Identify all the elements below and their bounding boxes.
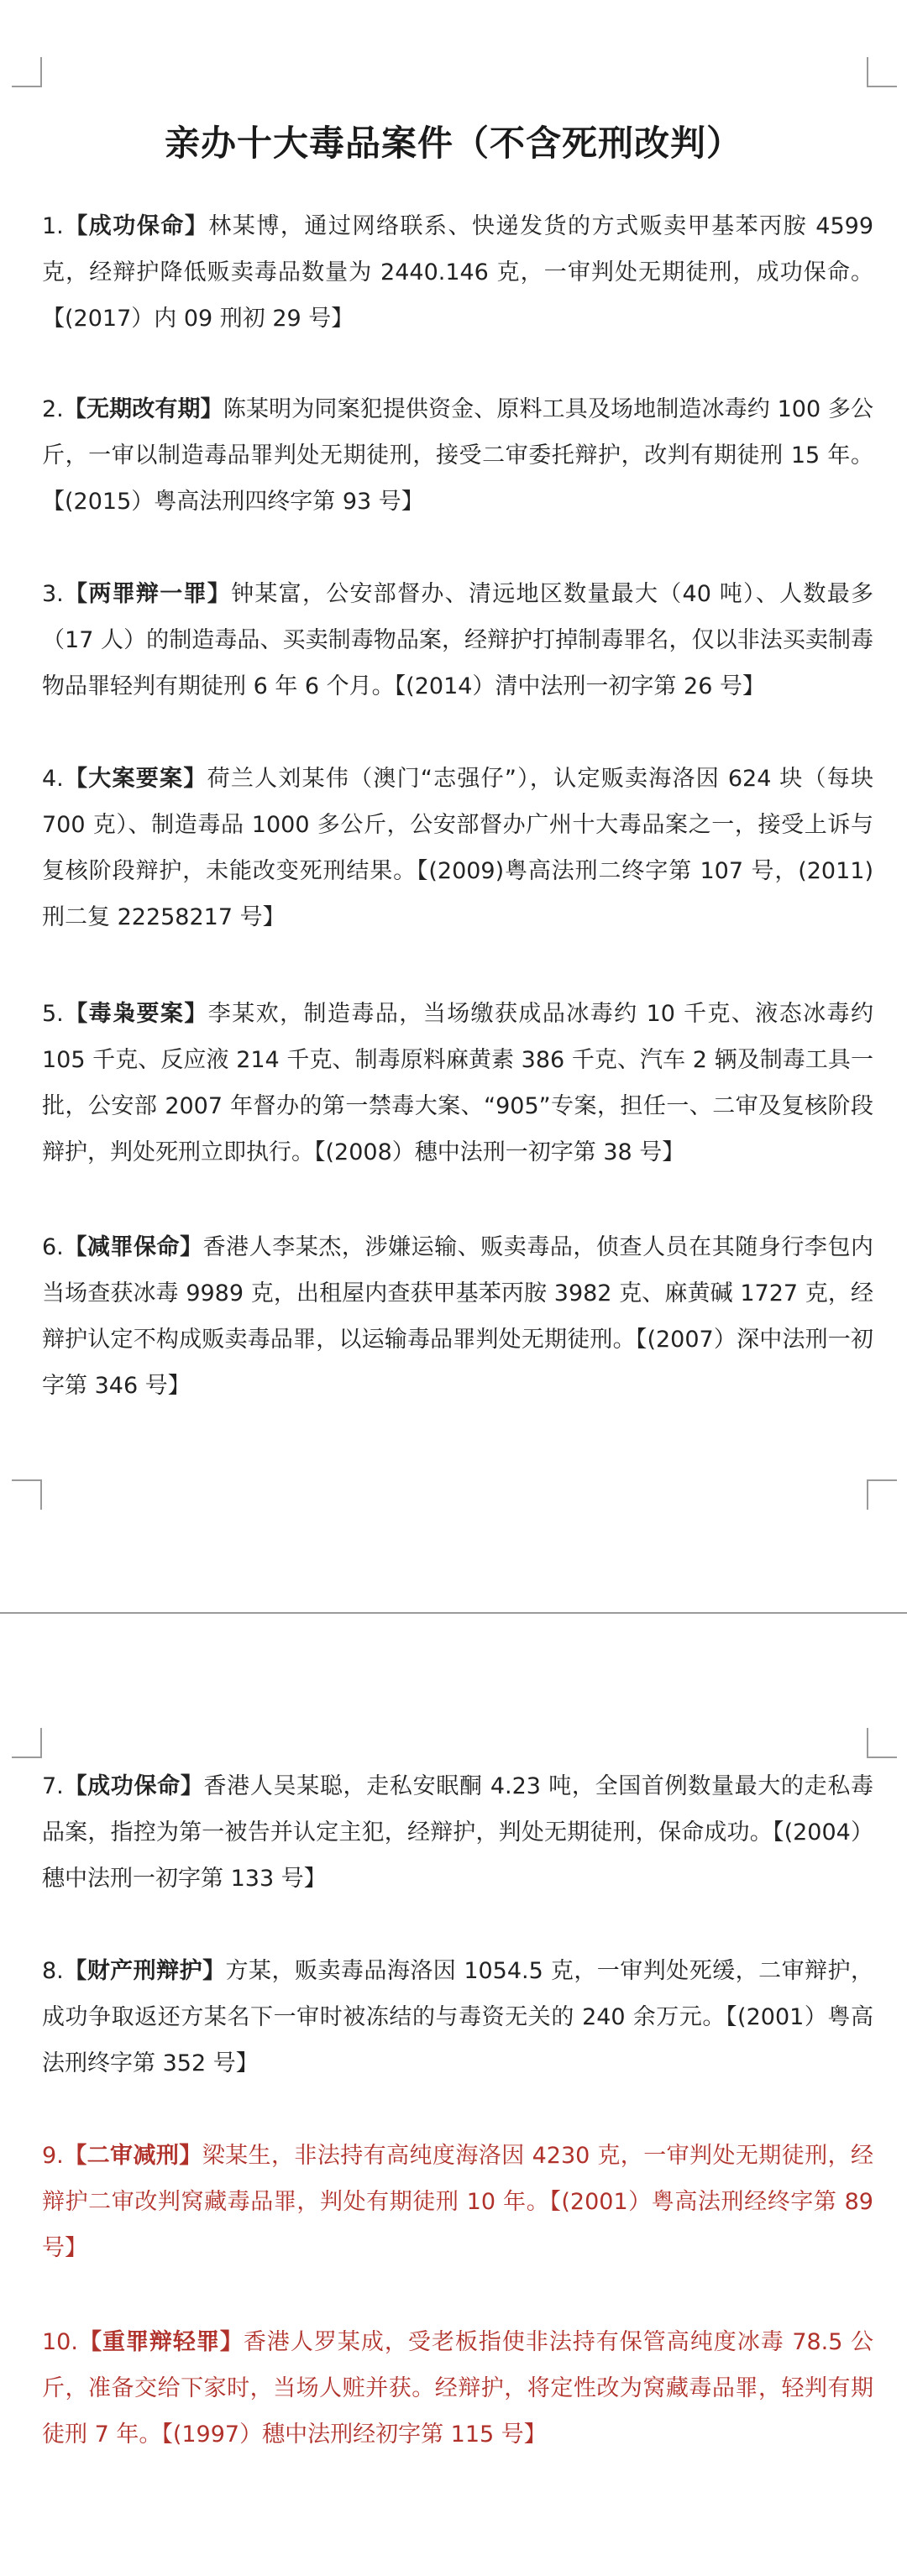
- case-tag: 【财产刑辩护】: [63, 1958, 226, 1984]
- page-corner-mark: [867, 57, 897, 87]
- document-title: 亲办十大毒品案件（不含死刑改判）: [164, 123, 742, 164]
- case-number: 7.: [42, 1773, 64, 1799]
- case-text: 香港人李某杰，涉嫌运输、贩卖毒品，侦查人员在其随身行李包内当场查获冰毒 9989 克，出租屋内查获甲基苯丙胺 3982 克、麻黄碱 1727 克，经辩护认定不构成贩卖毒品罪，以运输毒品罪判处无期徒刑。【(2007）深中法刑一初字第 346 号】: [42, 1234, 874, 1399]
- case-tag: 【成功保命】: [63, 213, 209, 239]
- case-number: 4.: [42, 766, 64, 792]
- case-item-2: [42, 386, 873, 525]
- case-item-3: [42, 571, 873, 709]
- case-item-9: [42, 2133, 873, 2271]
- case-text: 梁某生，非法持有高纯度海洛因 4230 克，一审判处无期徒刑，经辩护二审改判窝藏毒品罪，判处有期徒刑 10 年。【(2001）粤高法刑经终字第 89 号】: [42, 2143, 873, 2261]
- page-corner-mark: [12, 1728, 42, 1758]
- case-text: 李某欢，制造毒品，当场缴获成品冰毒约 10 千克、液态冰毒约 105 千克、反应液 214 千克、制毒原料麻黄素 386 千克、汽车 2 辆及制毒工具一批，公安部 2007 年督办的第一禁毒大案、“905”专案，担任一、二审及复核阶段辩护，判处死刑立即执行。【(2008）穗中法刑一初字第 38 号】: [42, 1001, 873, 1165]
- case-tag: 【大案要案】: [63, 766, 207, 792]
- case-text: 钟某富，公安部督办、清远地区数量最大（40 吨）、人数最多（17 人）的制造毒品、买卖制毒物品案，经辩护打掉制毒罪名，仅以非法买卖制毒物品罪轻判有期徒刑 6 年 6 个月。【(2014）清中法刑一初字第 26 号】: [42, 581, 873, 699]
- case-tag: 【两罪辩一罪】: [63, 581, 232, 607]
- case-number: 2.: [42, 396, 64, 422]
- case-text: 方某，贩卖毒品海洛因 1054.5 克，一审判处死缓，二审辩护，成功争取返还方某名下一审时被冻结的与毒资无关的 240 余万元。【(2001）粤高法刑终字第 352 号】: [42, 1958, 873, 2076]
- case-text: 陈某明为同案犯提供资金、原料工具及场地制造冰毒约 100 多公斤，一审以制造毒品罪判处无期徒刑，接受二审委托辩护，改判有期徒刑 15 年。【(2015）粤高法刑四终字第 93 号】: [42, 396, 874, 515]
- case-number: 1.: [42, 213, 64, 239]
- case-text: 荷兰人刘某伟（澳门“志强仔”），认定贩卖海洛因 624 块（每块 700 克）、制造毒品 1000 多公斤，公安部督办广州十大毒品案之一，接受上诉与复核阶段辩护，未能改变死刑结果。【(2009)粤高法刑二终字第 107 号，(2011)刑二复 22258217 号】: [42, 766, 873, 930]
- case-number: 9.: [42, 2143, 64, 2169]
- page-corner-mark: [867, 1728, 897, 1758]
- case-tag: 【成功保命】: [63, 1773, 204, 1799]
- page-corner-mark: [867, 1479, 897, 1510]
- case-item-8: [42, 1948, 873, 2086]
- page-corner-mark: [12, 1479, 42, 1510]
- case-tag: 【毒枭要案】: [63, 1001, 208, 1027]
- page-corner-mark: [12, 57, 42, 87]
- case-tag: 【无期改有期】: [63, 396, 223, 422]
- case-number: 8.: [42, 1958, 64, 1984]
- case-tag: 【重罪辩轻罪】: [77, 2329, 244, 2355]
- case-number: 10.: [42, 2329, 78, 2355]
- case-text: 香港人吴某聪，走私安眠酮 4.23 吨，全国首例数量最大的走私毒品案，指控为第一被告并认定主犯，经辩护，判处无期徒刑，保命成功。【(2004）穗中法刑一初字第 133 号】: [42, 1773, 874, 1892]
- case-tag: 【二审减刑】: [63, 2143, 202, 2169]
- case-number: 6.: [42, 1234, 64, 1260]
- case-item-6: [42, 1224, 873, 1409]
- case-item-4: [42, 756, 873, 940]
- case-number: 3.: [42, 581, 64, 607]
- case-item-5: [42, 991, 873, 1175]
- case-text: 林某博，通过网络联系、快递发货的方式贩卖甲基苯丙胺 4599 克，经辩护降低贩卖毒品数量为 2440.146 克，一审判处无期徒刑，成功保命。【(2017）内 09 刑初 29 号】: [42, 213, 873, 332]
- case-item-7: [42, 1763, 873, 1902]
- case-tag: 【减罪保命】: [63, 1234, 203, 1260]
- case-item-10: [42, 2319, 873, 2458]
- document-page-2: [0, 1620, 907, 2576]
- case-item-1: [42, 203, 873, 342]
- case-number: 5.: [42, 1001, 64, 1027]
- case-text: 香港人罗某成，受老板指使非法持有保管高纯度冰毒 78.5 公斤，准备交给下家时，当场人赃并获。经辩护，将定性改为窝藏毒品罪，轻判有期徒刑 7 年。【(1997）穗中法刑经初字第 115 号】: [42, 2329, 874, 2448]
